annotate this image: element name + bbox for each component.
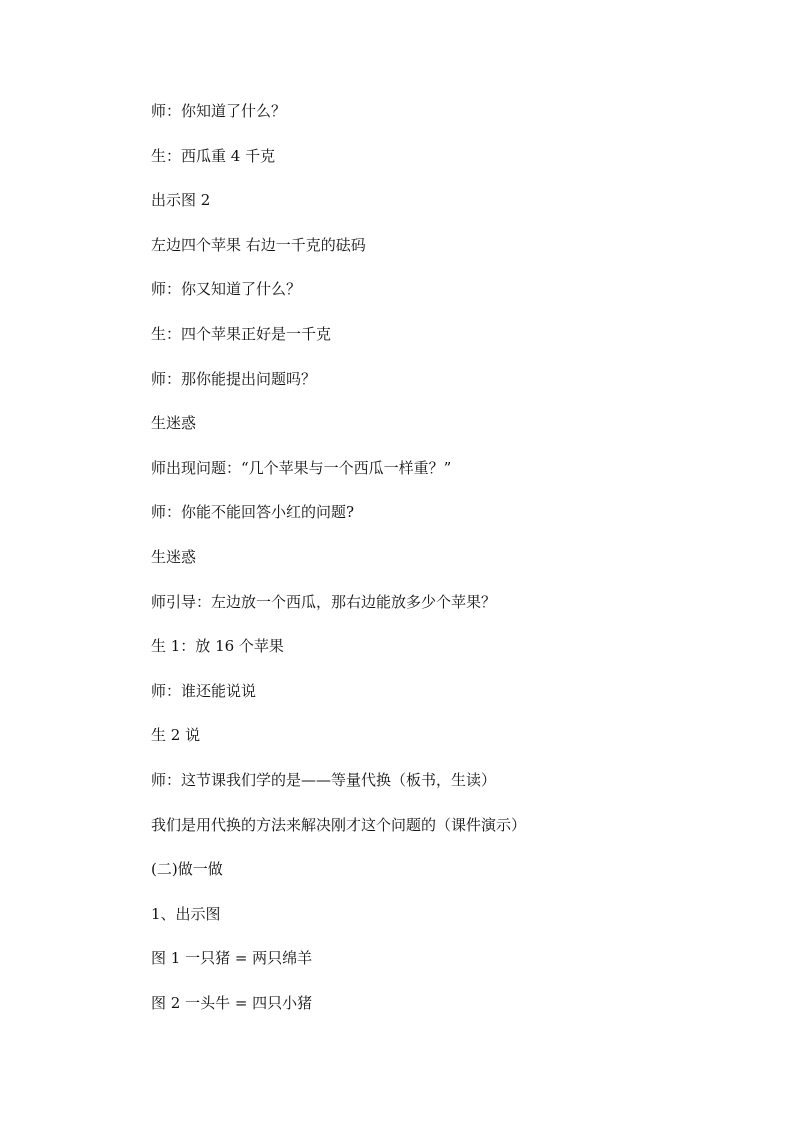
text-line-figure-1: 图 1 一只猪 = 两只绵羊 <box>151 949 313 968</box>
text-line-problem-appears: 师出现问题：“几个苹果与一个西瓜一样重？” <box>151 458 452 477</box>
text-line-show-figure: 1、出示图 <box>151 904 221 923</box>
text-line-student-1-answer: 生 1：放 16 个苹果 <box>151 637 284 656</box>
text-line-teacher-who-else: 师：谁还能说说 <box>151 681 257 700</box>
text-line-show-figure-2: 出示图 2 <box>151 191 211 210</box>
text-line-apples-weight: 生：四个苹果正好是一千克 <box>151 324 332 343</box>
text-line-student-2-says: 生 2 说 <box>151 726 201 745</box>
document-body <box>151 98 711 1034</box>
section-heading-practice: (二)做一做 <box>151 860 223 879</box>
text-line-teacher-question-2: 师：你又知道了什么？ <box>151 280 302 299</box>
text-line-figure-2: 图 2 一头牛 = 四只小猪 <box>151 993 313 1012</box>
text-line-student-confused: 生迷惑 <box>151 414 197 433</box>
text-line-watermelon-weight: 生：西瓜重 4 千克 <box>151 146 276 165</box>
text-line-teacher-ask-answer: 师：你能不能回答小红的问题? <box>151 503 355 522</box>
text-line-lesson-topic: 师：这节课我们学的是——等量代换（板书，生读） <box>151 770 497 789</box>
text-line-teacher-ask-problem: 师：那你能提出问题吗？ <box>151 369 317 388</box>
text-line-method-explanation: 我们是用代换的方法来解决刚才这个问题的（课件演示） <box>151 815 527 834</box>
text-line-student-confused-2: 生迷惑 <box>151 547 197 566</box>
text-line-teacher-question: 师：你知道了什么？ <box>151 102 287 120</box>
text-line-figure-description: 左边四个苹果 右边一千克的砝码 <box>151 235 366 254</box>
text-line-teacher-guide: 师引导：左边放一个西瓜，那右边能放多少个苹果？ <box>151 592 497 611</box>
